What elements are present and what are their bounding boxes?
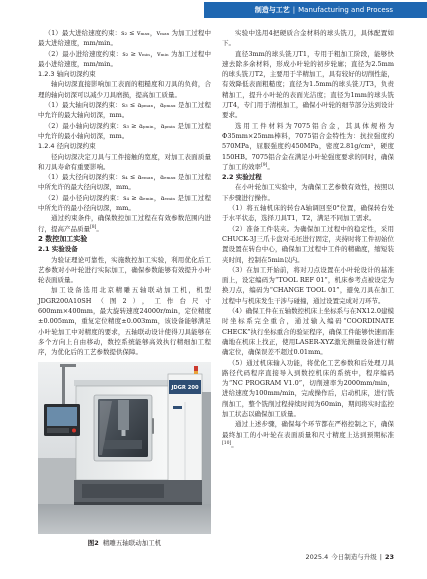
paragraph-radial-intro: 径向切深决定刀具与工件接触的宽度，对加工表面质量和刀具寿命有重要影响。 — [38, 152, 211, 171]
process-step-5: （5）通过机床输入功能，将优化工艺参数和后处理刀具路径代码程序直接导入到数控机床的系统中，程序编码为“NC PROGRAM V1.0”，切削速率为2000mm/min，进给速度为100mm/min，完成操作后，启动机床，进行铣削加工，整个铣削过程持续时间为60min，期间将实时监控加工状态以确保加工质量。 — [222, 358, 394, 418]
brand-stripe — [173, 406, 182, 409]
heading-radial-depth: 1.2.4 径向切深约束 — [38, 142, 96, 151]
citation-ref-9: [9] — [261, 162, 268, 168]
paragraph-constraint-summary — [38, 213, 211, 234]
emergency-stop-icon — [72, 428, 76, 432]
constraint-radial-max: （1）最大径向切深约束：s₄ ≤ aₑₘₐₓ，aₑₘₐₓ 是加工过程中所允许的最大径向切深，mm。 — [38, 173, 211, 192]
process-step-2: （2）准备工件装夹。为确保加工过程中的稳定性，采用CHUCK-3J三爪卡盘对毛坯进行固定，夹持时将工件初始位置设置在转台中心，确保加工过程中工件的精确度，缩短装夹时间，控制在5min以内。 — [222, 224, 394, 264]
process-step-3: （3）在加工开始前，将对刀点设置在小叶轮设计的基准面上，设定编码为“TOOL REF 01”，机床参考点被设定为换刀点，编码为“CHANGE TOOL 01”，避免刀具在加工过程中与机床发生干涉与碰撞，通过设置完成对刀环节。 — [222, 265, 394, 305]
page-footer — [306, 553, 395, 562]
paragraph-equipment-intro: 为验证理论可靠性，实施数控加工实验，利用优化后工艺参数对小叶轮进行实际加工，确保参数能够有效提升小叶轮表面质量。 — [38, 255, 211, 285]
conclusion-tail: 。 — [231, 440, 238, 449]
paragraph-axial-intro: 轴向切深直接影响加工表面的粗糙度和刀具的负荷，合理的轴向切深可以减少刀具磨损，提高加工质量。 — [38, 80, 211, 99]
paragraph-process-intro: 在小叶轮加工实验中，为确保工艺参数有效性，按照以下步骤进行操作。 — [222, 183, 394, 202]
monitor-arm — [60, 364, 76, 367]
constraint-axial-min: （2）最小轴向切深约束：s₃ ≥ aₚₘᵢₙ，aₚₘᵢₙ 是加工过程中允许的最小轴向切深，mm。 — [38, 121, 211, 140]
citation-ref-10: [10] — [222, 440, 232, 446]
left-column — [38, 28, 211, 548]
constraint-radial-min: （2）最小径向切深约束：s₄ ≥ aₑₘᵢₙ，aₑₘᵢₙ 是加工过程中所允许的最小径向切深，mm。 — [38, 193, 211, 213]
control-screen — [47, 407, 77, 426]
right-column — [222, 28, 394, 450]
figure-caption — [38, 539, 211, 548]
header-separator: | — [292, 6, 296, 14]
material-text: 选用工件材料为7075铝合金，其具体规格为Φ35mm×25mm棒料，7075铝合金特性为：抗拉强度约570MPa，屈服强度约450MPa，密度2.81g/cm³，硬度150HB。7075铝合金在满足小叶轮强度要求的同时，确保了加工的效率 — [222, 121, 394, 171]
section-title-cn: 制造与工艺 — [254, 6, 290, 14]
conclusion-text: 通过上述步骤，确保每个环节都在严格控制之下，确保最终加工的小叶轮在表面质量和尺寸精度上达到预期标准 — [222, 420, 394, 439]
work-table — [104, 440, 142, 449]
process-step-4: （4）确保工件在五轴数控机床上坐标系与在NX12.0建模时坐标系完全重合，通过输入编码“COORDINATE CHECK”执行坐标重合的验证程序，确保工件能够快速而准确地在机床上找正，使用LASER-XYZ激光测量设备进行精确定位，确保误差不超过0.01mm。 — [222, 307, 394, 357]
summary-text: 通过约束条件，确保数控加工过程在有效参数范围内进行，提高产品质量 — [38, 214, 211, 233]
heading-process: 2.2 实验过程 — [222, 173, 262, 182]
machine-photo — [38, 362, 211, 534]
section-header-band — [204, 2, 427, 18]
chip-tray — [82, 484, 164, 498]
footer-issue: 2025.4 — [305, 553, 329, 561]
footer-journal-name: 今日制造与升级 — [331, 553, 377, 561]
section-title-en: Manufacturing and Process — [298, 6, 393, 14]
material-tail: 。 — [267, 162, 274, 171]
base-plinth — [74, 502, 202, 505]
signal-beacon-red — [194, 366, 198, 371]
paragraph-conclusion — [222, 419, 394, 450]
spindle-head — [118, 400, 129, 430]
paragraph-equipment-detail: 加工设备选用北京精雕五轴联动加工机，机型JDGR200A10SH（图2），工作台尺寸600mm×400mm，最大旋转速度24000r/min，定位精度±0.005mm，重复定位精度±0.003mm，该设备能够满足小叶轮加工中对精度的要求，五轴联动设计使得刀具能够在多个方向上自由移动，数控系统能够高效执行精细加工程序，为优化后的工艺参数提供保障。 — [38, 286, 211, 357]
figure-caption-label: 图2 — [87, 538, 99, 547]
constraint-axial-max: （1）最大轴向切深约束：s₃ ≤ aₚₘₐₓ，aₚₘₐₓ 是加工过程中允许的最大轴向切深，mm。 — [38, 101, 211, 120]
heading-axial-depth: 1.2.3 轴向切深约束 — [38, 70, 96, 79]
constraint-feed-min: （2）最小进给速度约束：s₂ ≥ vₘᵢₙ，vₘᵢₙ 为加工过程中最小进给速度，mm/min。 — [38, 49, 211, 68]
photo-floor — [38, 502, 211, 534]
machine-model-label: JDGR 200 — [171, 384, 199, 391]
heading-equipment: 2.1 实验设备 — [38, 245, 78, 254]
door-handle — [152, 418, 154, 434]
paragraph-material — [222, 121, 394, 172]
paragraph-tools-detail: 直径3mm的球头铣刀T1，专用于粗加工阶段，能够快速去除多余材料，形成小叶轮的初步轮廓；直径为2.5mm的球头铣刀T2，主要用于半精加工，具有较好的切削性能，有效降低表面粗糙度；直径为1.5mm的球头铣刀T3，负责精加工，提升小叶轮的表面光洁度；直径为1mm的球头铣刀T4，专门用于清根加工，确保小叶轮的细节部分达到设计要求。 — [222, 49, 394, 120]
cutting-tool — [122, 430, 126, 436]
signal-beacon-amber — [194, 371, 198, 374]
paragraph-tools-intro: 实验中选用4把硬质合金材料的球头铣刀，具体配置如下。 — [222, 29, 394, 48]
monitor-arm-post — [62, 366, 65, 406]
constraint-feed-max: （1）最大进给速度约束：s₂ ≤ vₘₐₓ，vₘₐₓ 为加工过程中最大进给速度，mm/min。 — [38, 29, 211, 48]
process-step-1: （1）将五轴机床的转台A轴调回至0°位置，确保转台处于水平状态，选择刀具T1，T2，满足不同加工需求。 — [222, 204, 394, 223]
control-keypad — [47, 428, 69, 433]
summary-tail: 。 — [96, 224, 103, 233]
footer-page-number: 23 — [384, 553, 394, 561]
footer-separator: | — [379, 553, 382, 561]
machine-top-cap — [74, 380, 172, 386]
citation-ref-8: [8] — [90, 224, 97, 230]
figure-caption-text: 精雕五轴联动加工机 — [102, 538, 162, 547]
background-cabinet — [38, 458, 78, 504]
heading-section-2: 2 数控加工实验 — [38, 234, 88, 243]
